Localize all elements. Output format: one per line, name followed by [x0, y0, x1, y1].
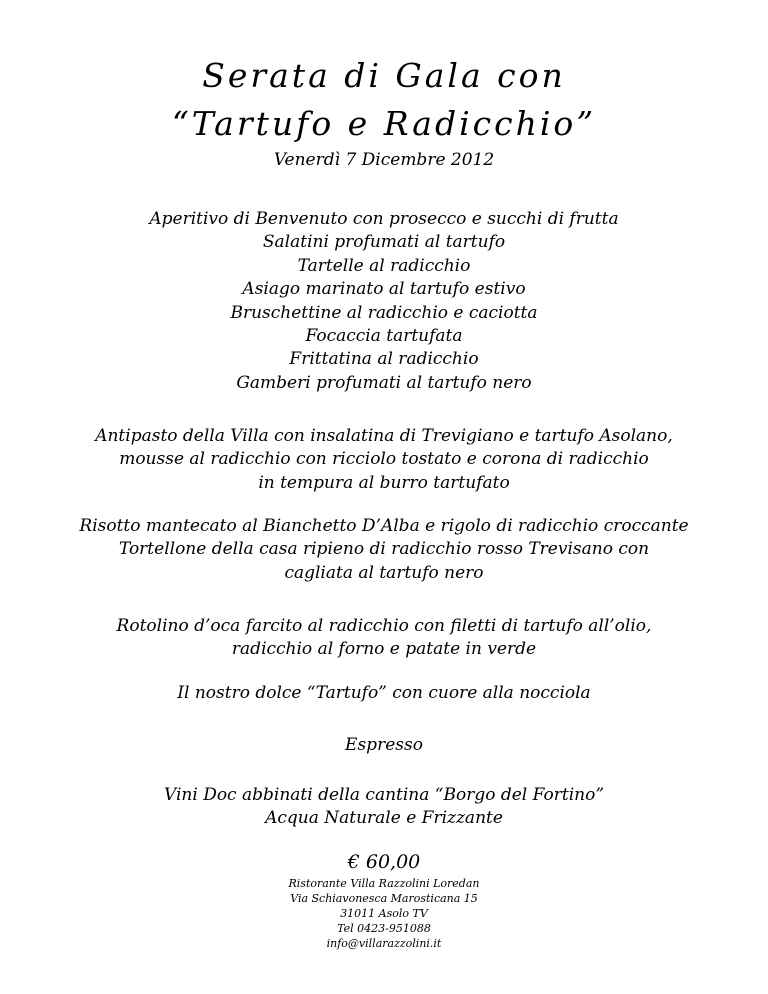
menu-line: Aperitivo di Benvenuto con prosecco e succhi di frutta [149, 209, 619, 229]
title-line-1: Serata di Gala con [202, 56, 566, 95]
menu-line: Tartelle al radicchio [297, 255, 471, 276]
restaurant-address: Via Schiavonesca Marosticana 15 [290, 892, 478, 905]
menu-line: Bruschettine al radicchio e caciotta [230, 302, 538, 323]
antipasto-section [0, 425, 768, 495]
restaurant-city: 31011 Asolo TV [340, 907, 428, 920]
menu-line: Rotolino d’oca farcito al radicchio con filetti di tartufo all’olio, [116, 616, 652, 636]
secondo-section [0, 615, 768, 662]
title-line-2: “Tartufo e Radicchio” [171, 104, 597, 143]
event-date: Venerdì 7 Dicembre 2012 [273, 150, 495, 170]
menu-line: Risotto mantecato al Bianchetto D’Alba e rigolo di radicchio croccante [79, 516, 689, 536]
menu-line: Focaccia tartufata [305, 326, 463, 347]
menu-line: Il nostro dolce “Tartufo” con cuore alla nocciola [177, 683, 591, 703]
menu-line: Frittatina al radicchio [289, 349, 479, 370]
menu-line: Tortellone della casa ripieno di radicchio rosso Trevisano con [118, 539, 650, 560]
menu-line: mousse al radicchio con ricciolo tostato e corona di radicchio [119, 449, 649, 470]
price: € 60,00 [347, 851, 421, 873]
menu-line: Gamberi profumati al tartufo nero [236, 372, 532, 393]
menu-line: Espresso [345, 735, 423, 755]
menu-line: Vini Doc abbinati della cantina “Borgo del Fortino” [163, 785, 605, 805]
menu-line: Acqua Naturale e Frizzante [265, 808, 503, 829]
menu-line: Asiago marinato al tartufo estivo [242, 279, 526, 300]
vini-section [0, 784, 768, 831]
restaurant-phone: Tel 0423-951088 [337, 922, 431, 935]
primi-section [0, 515, 768, 585]
aperitivo-section [0, 208, 768, 395]
menu-line: Salatini profumati al tartufo [262, 232, 506, 253]
restaurant-email: info@villarazzolini.it [326, 937, 442, 950]
menu-line: Antipasto della Villa con insalatina di Trevigiano e tartufo Asolano, [95, 426, 673, 446]
menu-line: cagliata al tartufo nero [284, 562, 484, 583]
menu-line: radicchio al forno e patate in verde [231, 639, 537, 660]
dolce-section [0, 682, 768, 705]
caffe-section [0, 734, 768, 757]
restaurant-footer [0, 876, 768, 951]
restaurant-name: Ristorante Villa Razzolini Loredan [288, 877, 480, 890]
menu-line: in tempura al burro tartufato [258, 472, 510, 493]
